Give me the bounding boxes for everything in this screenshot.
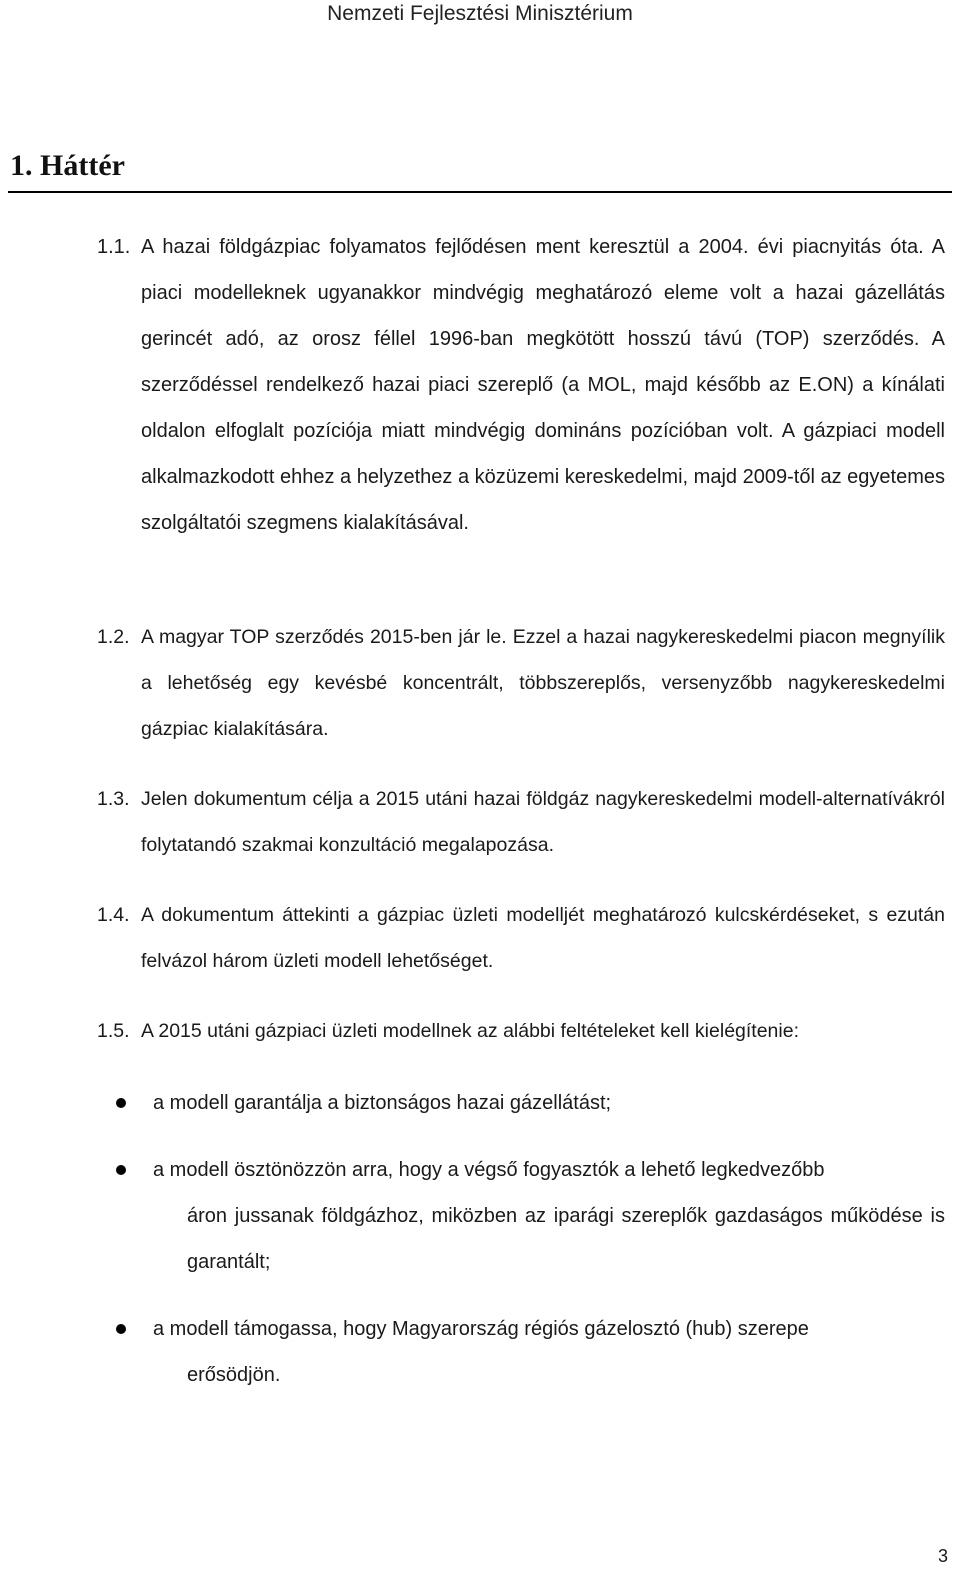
paragraph-text: A magyar TOP szerződés 2015-ben jár le. Ezzel a hazai nagykereskedelmi piacon megnyílik a lehetőség egy kevésbé koncentrált, többszereplős, versenyzőbb nagykereskedelmi gázpiac kialakítására.: [141, 626, 945, 740]
paragraph-1-5: [97, 1008, 945, 1054]
page-number: 3: [937, 1546, 948, 1566]
ministry-name: Nemzeti Fejlesztési Minisztérium: [327, 2, 633, 25]
bullet-text-continued: áron jussanak földgázhoz, miközben az iparági szereplők gazdaságos működése is garantált;: [187, 1205, 945, 1273]
bullet-icon: [116, 1098, 126, 1108]
paragraph-1-3: [97, 776, 945, 868]
paragraph-number: 1.4.: [97, 904, 130, 926]
paragraph-number: 1.3.: [97, 788, 130, 810]
section-title: 1. Háttér: [10, 149, 125, 182]
paragraph-text: A hazai földgázpiac folyamatos fejlődésen ment keresztül a 2004. évi piacnyitás óta. A piaci modelleknek ugyanakkor mindvégig meghatározó eleme volt a hazai gázellátás gerincét adó, az orosz féllel 1996-ban megkötött hosszú távú (TOP) szerződés. A szerződéssel rendelkező hazai piaci szereplő (a MOL, majd később az E.ON) a kínálati oldalon elfoglalt pozíciója miatt mindvégig domináns pozícióban volt. A gázpiaci modell alkalmazkodott ehhez a helyzethez a közüzemi kereskedelmi, majd 2009-től az egyetemes szolgáltatói szegmens kialakításával.: [141, 236, 945, 534]
bullet-item-2: [112, 1147, 945, 1285]
paragraph-text: Jelen dokumentum célja a 2015 utáni hazai földgáz nagykereskedelmi modell-alternatívákról folytatandó szakmai konzultáció megalapozása.: [141, 788, 945, 856]
title-underline: [8, 191, 952, 193]
bullet-item-1: [112, 1080, 945, 1126]
paragraph-text: A dokumentum áttekinti a gázpiac üzleti modelljét meghatározó kulcskérdéseket, s ezután felvázol három üzleti modell lehetőséget.: [141, 904, 945, 972]
bullet-text: a modell garantálja a biztonságos hazai gázellátást;: [153, 1092, 612, 1114]
page-header: [0, 0, 960, 27]
paragraph-1-2: [97, 614, 945, 752]
bullet-icon: [116, 1324, 126, 1334]
bullet-text: a modell támogassa, hogy Magyarország régiós gázelosztó (hub) szerepe: [153, 1318, 809, 1340]
bullet-item-3: [112, 1306, 945, 1398]
paragraph-1-4: [97, 892, 945, 984]
paragraph-number: 1.1.: [97, 236, 131, 258]
bullet-text-continued: erősödjön.: [187, 1364, 281, 1386]
paragraph-number: 1.5.: [97, 1020, 130, 1042]
paragraph-text: A 2015 utáni gázpiaci üzleti modellnek az alábbi feltételeket kell kielégítenie:: [141, 1020, 800, 1042]
paragraph-number: 1.2.: [97, 626, 130, 648]
bullet-icon: [116, 1165, 126, 1175]
paragraph-1-1: [97, 224, 945, 546]
bullet-text: a modell ösztönözzön arra, hogy a végső fogyasztók a lehető legkedvezőbb: [153, 1159, 825, 1181]
